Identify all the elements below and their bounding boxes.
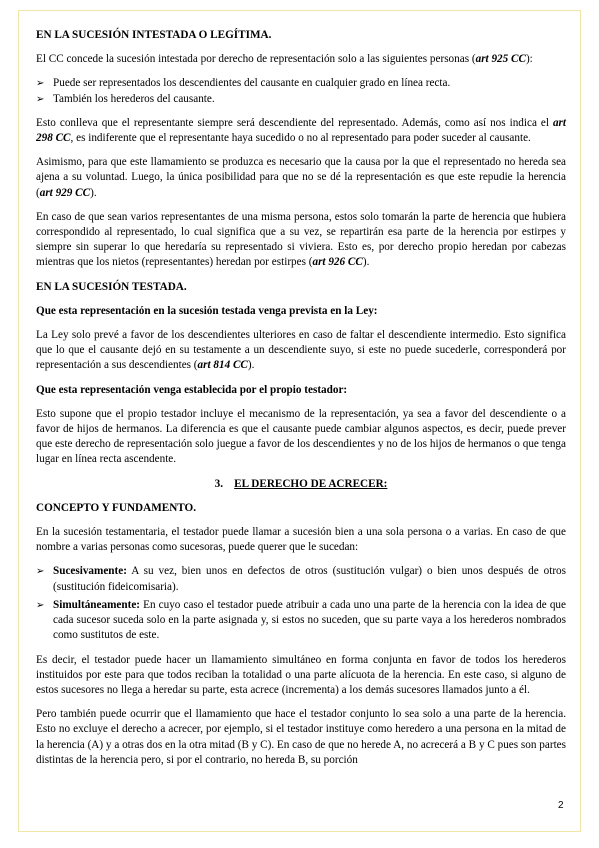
list-item-text: En cuyo caso el testador puede atribuir a cada uno una parte de la herencia con la idea de que cada sucesor suceda solo en la parte asignada y, si estos no suceden, que su parte vaya a los herederos nombrados como sustitutos de este. (53, 598, 566, 642)
text: ). (247, 359, 255, 372)
document-content (36, 28, 566, 777)
paragraph: En la sucesión testamentaria, el testador puede llamar a sucesión bien a una sola persona o a varias. En caso de que nombre a varias personas como sucesoras, puede querer que le sucedan: (36, 526, 566, 554)
article-reference: art 926 CC (312, 256, 363, 269)
text: ). (90, 186, 97, 199)
paragraph: Pero también puede ocurrir que el llamamiento que hace el testador conjunto lo sea solo a una parte de la herencia. Esto no excluye el derecho a acrecer, por ejemplo, si el testador instituye como heredero a una persona en la mitad de la herencia (A) y a otras dos en la otra mitad (B y C). En caso de que no herede A, no acrecerá a B y C pues son partes distintas de la herencia pero, si por el contrario, no hereda B, su porción (36, 708, 566, 766)
text: En caso de que sean varios representantes de una misma persona, estos solo tomarán la parte de herencia que hubiera correspondido al representado, lo cual significa que a su vez, se repartirán esa parte de la herencia por estirpes y siempre sin superar lo que heredaría su representado si viviera. Esto es, por derecho propio heredan por cabezas mientras que los nietos (representantes) heredan por estirpes ( (36, 210, 566, 269)
section-title (36, 477, 566, 492)
article-reference: art 298 CC (36, 116, 566, 145)
text: ): (525, 53, 533, 66)
section-heading-concepto: CONCEPTO Y FUNDAMENTO. (36, 501, 197, 514)
text: Asimismo, para que este llamamiento se produzca es necesario que la causa por la que el representado no hereda sea ajena a su voluntad. Luego, la única posibilidad para que no se dé la representación es que este repudie la herencia ( (36, 156, 566, 199)
article-reference: art 814 CC (197, 359, 248, 372)
article-reference: art 925 CC (475, 53, 526, 66)
subheading: Que esta representación en la sucesión testada venga prevista en la Ley: (36, 304, 378, 317)
list-item (36, 564, 566, 594)
paragraph (36, 328, 566, 374)
paragraph: Es decir, el testador puede hacer un llamamiento simultáneo en forma conjunta en favor de todos los herederos instituidos por este para que todos reciban la totalidad o una parte alícuota de la herencia. En este caso, si alguno de estos sucesores no llega a heredar su parte, esta acrece (incrementa) a los demás sucesores llamados junto a él. (36, 653, 566, 696)
list-item (36, 598, 566, 644)
bullet-list (36, 564, 566, 643)
arrow-bullet-icon: ➢ (36, 599, 45, 611)
list-item-text: A su vez, bien unos en defectos de otros (sustitución vulgar) o bien unos después de otros (sustitución fideicomisaria). (53, 565, 566, 593)
arrow-bullet-icon: ➢ (36, 78, 45, 90)
arrow-bullet-icon: ➢ (36, 566, 45, 578)
arrow-bullet-icon: ➢ (36, 93, 45, 105)
section-title-text: EL DERECHO DE ACRECER: (234, 477, 388, 490)
subheading: Que esta representación venga establecida por el propio testador: (36, 383, 348, 396)
list-item (36, 76, 566, 91)
bullet-list (36, 76, 566, 106)
list-item-text: Puede ser representados los descendientes del causante en cualquier grado en línea recta. (53, 77, 451, 90)
text: La Ley solo prevé a favor de los descendientes ulteriores en caso de faltar el descendiente intermedio. Esto significa que lo que el causante dejó en su testamente a un descendiente suyo, si este no puede sucederle, corresponderá por representación a sus descendientes ( (36, 329, 566, 372)
paragraph (36, 116, 566, 146)
text: , es indiferente que el representante haya sucedido o no al representado para poder suceder al causante. (70, 132, 531, 145)
list-item (36, 92, 566, 107)
section-heading-intestada: EN LA SUCESIÓN INTESTADA O LEGÍTIMA. (36, 29, 272, 41)
paragraph (36, 210, 566, 271)
text: ). (362, 256, 370, 269)
page-number: 2 (558, 800, 564, 811)
paragraph: Esto supone que el propio testador incluye el mecanismo de la representación, ya sea a favor del descendiente o a favor de hijos de hermanos. La diferencia es que el causante puede cambiar algunos aspectos, es decir, puede prever que este derecho de representación solo juegue a favor de los descendientes y no de los hijos de hermanos o que tenga lugar en línea recta ascendente. (36, 407, 566, 466)
article-reference: art 929 CC (39, 186, 91, 199)
section-number: 3. (214, 477, 223, 490)
paragraph (36, 52, 566, 67)
list-item-term: Simultáneamente: (53, 598, 141, 611)
list-item-text: También los herederos del causante. (53, 92, 215, 105)
section-heading-testada: EN LA SUCESIÓN TESTADA. (36, 280, 187, 293)
text: El CC concede la sucesión intestada por derecho de representación solo a las siguientes personas ( (36, 53, 476, 66)
list-item-term: Sucesivamente: (53, 565, 127, 578)
text: Esto conlleva que el representante siempre será descendiente del representado. Además, como así nos indica el (36, 116, 553, 129)
paragraph (36, 155, 566, 201)
